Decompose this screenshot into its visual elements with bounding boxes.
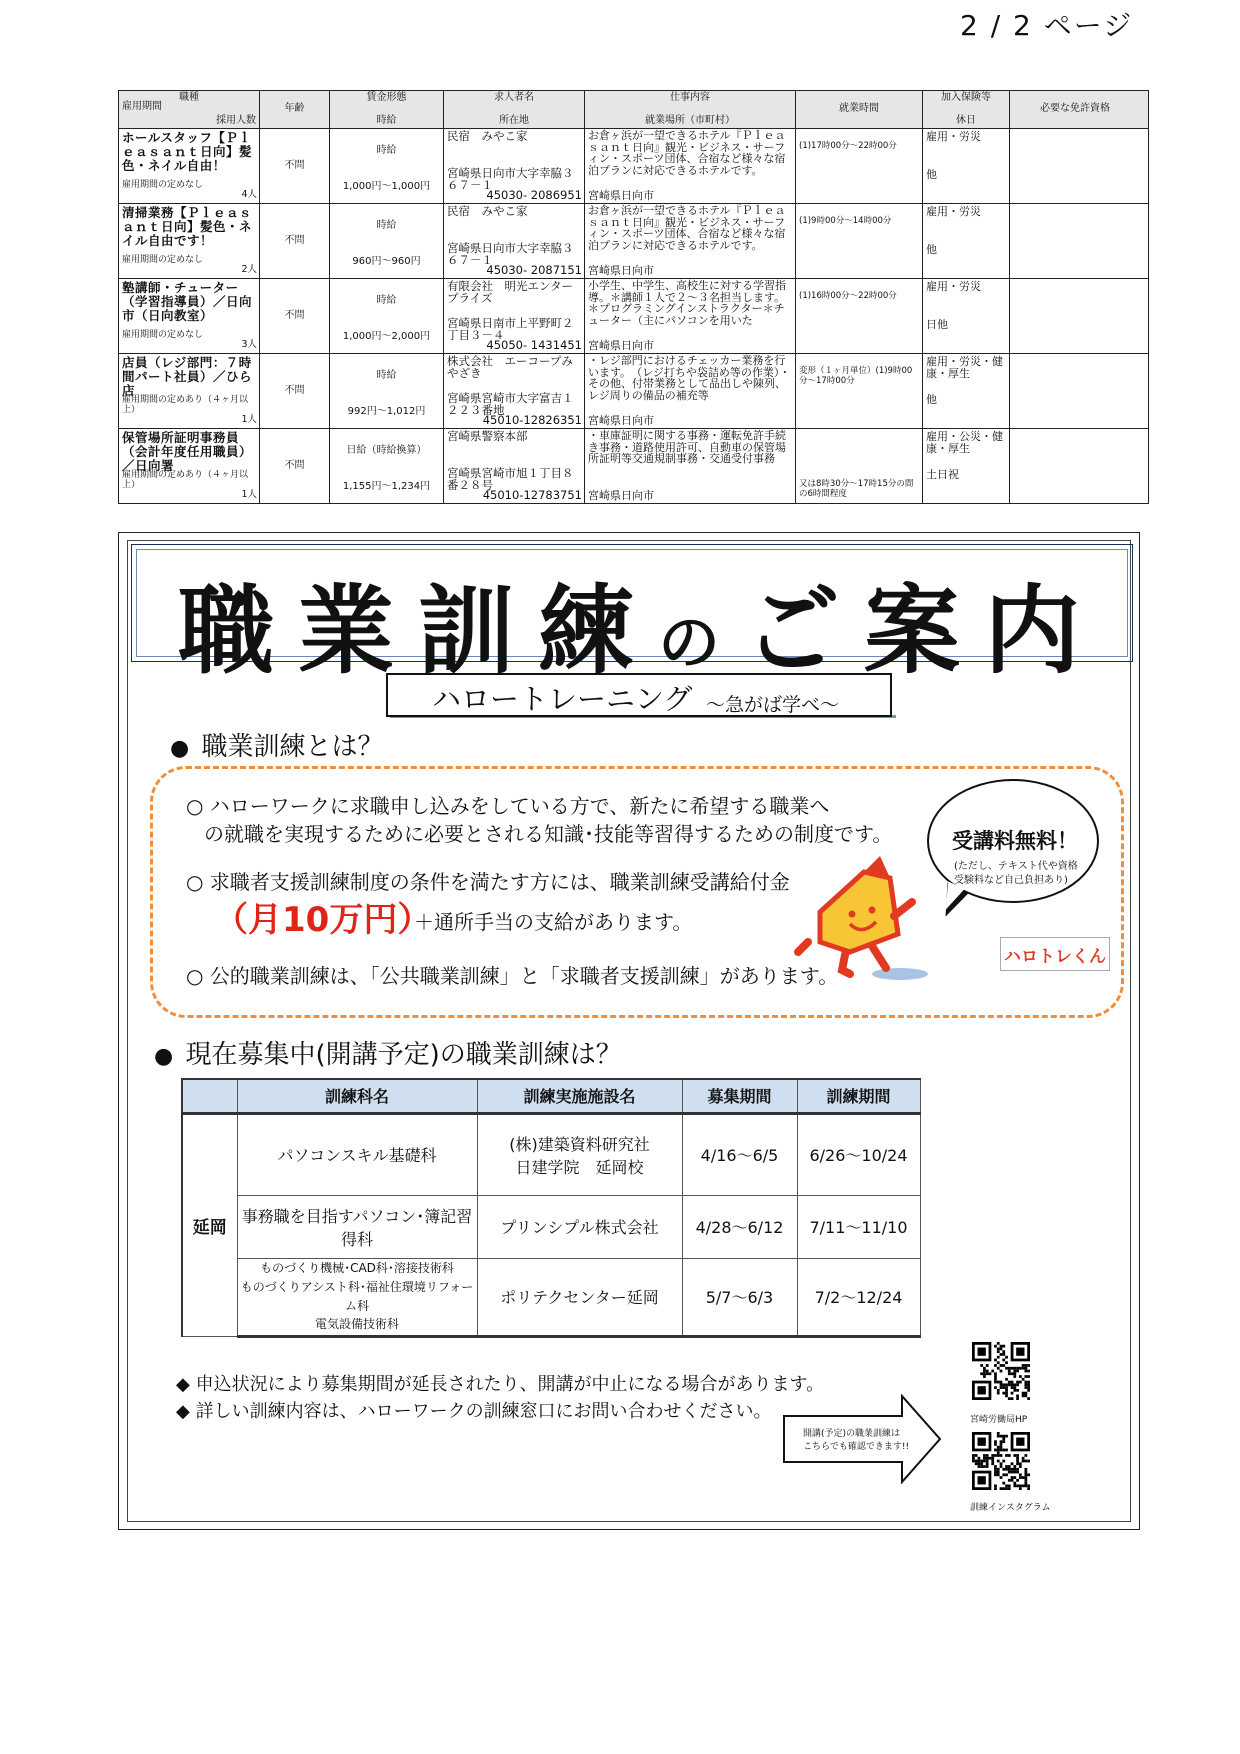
hours-cell <box>796 354 923 429</box>
employment-period: 雇用期間の定めあり（４ヶ月以上） <box>122 469 249 490</box>
facility-name: ポリテクセンター延岡 <box>477 1258 682 1336</box>
work-place: 宮崎県日向市 <box>588 339 654 353</box>
header-course-name: 訓練科名 <box>237 1079 477 1113</box>
qr-code-icon[interactable] <box>972 1432 1030 1490</box>
work-cell <box>585 204 796 279</box>
employer-address: 宮崎県日向市大字幸脇３６７－１ <box>447 166 574 193</box>
holiday: 日他 <box>926 318 948 331</box>
hire-count: 1人 <box>241 489 257 501</box>
holiday: 他 <box>926 243 937 256</box>
age-cell <box>260 204 330 279</box>
recruit-period: 4/16～6/5 <box>682 1113 797 1195</box>
holiday: 他 <box>926 168 937 181</box>
main-title: 職業訓練のご案内 <box>178 575 1105 687</box>
header-region <box>182 1079 237 1113</box>
insurance: 雇用・労災 <box>926 280 981 293</box>
wage-cell <box>330 354 444 429</box>
free-tuition-note-2: 受験料など自己負担あり) <box>954 875 1068 886</box>
work-place: 宮崎県日向市 <box>588 189 654 203</box>
hours-cell <box>796 129 923 204</box>
subtitle-slogan: ～急がば学べ～ <box>706 694 840 716</box>
job-id: 45030- 2087151 <box>486 263 582 278</box>
work-description: 小学生、中学生、高校生に対する学習指導。＊講師１人で２～３名担当します。＊プログラミングインストラクター＊チューター（主にパソコンを用いた <box>588 279 786 327</box>
course-name: パソコンスキル基礎科 <box>237 1113 477 1195</box>
employer-name: 株式会社 エーコープみやざき <box>447 354 573 381</box>
employment-period: 雇用期間の定めなし <box>122 254 204 265</box>
wage-range: 1,155円～1,234円 <box>342 480 431 492</box>
insurance-cell <box>923 204 1010 279</box>
arrow-text-2: こちらでも確認できます!! <box>803 1442 910 1452</box>
wage-cell <box>330 204 444 279</box>
course-row <box>182 1195 920 1258</box>
facility-name: (株)建築資料研究社 日建学院 延岡校 <box>477 1113 682 1195</box>
header-insurance: 加入保険等 休日 <box>923 91 1010 129</box>
bullet-icon: ● <box>154 1044 174 1069</box>
recruit-period: 4/28～6/12 <box>682 1195 797 1258</box>
benefit-amount: （月10万円） <box>214 900 432 940</box>
age: 不問 <box>284 159 305 171</box>
license-cell <box>1010 204 1149 279</box>
wage-type: 日給（時給換算） <box>346 445 427 456</box>
holiday: 他 <box>926 393 937 406</box>
wage-type: 時給 <box>376 370 397 381</box>
header-work: 仕事内容 就業場所（市町村） <box>585 91 796 129</box>
job-title: 塾講師・チューター（学習指導員）／日向市（日向教室） <box>122 280 253 323</box>
training-period: 7/11～11/10 <box>797 1195 920 1258</box>
header-job-type: 職種 雇用期間 採用人数 <box>119 91 260 129</box>
wage-range: 960円～960円 <box>352 255 421 267</box>
qr-label-hp: 宮崎労働局HP <box>970 1415 1028 1425</box>
work-place: 宮崎県日向市 <box>588 414 654 428</box>
job-title: 店員（レジ部門：７時間パート社員）／ひら店 <box>122 355 253 398</box>
hire-count: 3人 <box>241 339 257 351</box>
employer-name: 宮崎県警察本部 <box>447 429 528 443</box>
table-header-row <box>119 91 1149 129</box>
wage-range: 1,000円～1,000円 <box>342 180 431 192</box>
employment-period: 雇用期間の定めなし <box>122 329 204 340</box>
insurance: 雇用・公災・健康・厚生 <box>926 430 1003 456</box>
mascot-icon <box>790 850 930 980</box>
job-row <box>119 429 1149 504</box>
hours-cell <box>796 279 923 354</box>
free-tuition-label: 受講料無料！ <box>952 829 1078 853</box>
age-cell <box>260 429 330 504</box>
insurance: 雇用・労災・健康・厚生 <box>926 355 1003 381</box>
hire-count: 1人 <box>241 414 257 426</box>
courses-header-row <box>182 1079 920 1113</box>
wage-range: 1,000円～2,000円 <box>342 330 431 342</box>
age: 不問 <box>284 384 305 396</box>
job-title-cell <box>119 429 260 504</box>
employer-address: 宮崎県日向市大字幸脇３６７－１ <box>447 241 574 268</box>
wage-cell <box>330 279 444 354</box>
job-title-cell <box>119 279 260 354</box>
insurance-cell <box>923 354 1010 429</box>
insurance-cell <box>923 279 1010 354</box>
work-hours: (1)9時00分～14時00分 <box>799 216 892 226</box>
job-row <box>119 204 1149 279</box>
heading-what-is-training: ● 職業訓練とは？ <box>170 732 384 762</box>
job-title-cell <box>119 204 260 279</box>
job-title-cell <box>119 129 260 204</box>
job-id: 45050- 1431451 <box>486 338 582 353</box>
wage-range: 992円～1,012円 <box>347 405 426 417</box>
insurance-cell <box>923 129 1010 204</box>
work-description: ・車庫証明に関する事務・運転免許手続き事務・道路使用許可、自動車の保管場所証明等交通規制事務・交通受付事務 <box>588 429 786 466</box>
header-wage: 賃金形態 時給 <box>330 91 444 129</box>
job-title-cell <box>119 354 260 429</box>
employer-address: 宮崎県宮崎市旭１丁目８番２８号 <box>447 466 574 493</box>
job-row <box>119 354 1149 429</box>
header-license: 必要な免許資格 <box>1010 91 1149 129</box>
free-tuition-note-1: (ただし、テキスト代や資格 <box>954 861 1078 872</box>
employer-cell <box>444 204 585 279</box>
insurance: 雇用・労災 <box>926 130 981 143</box>
info-line-1a: ○ ハローワークに求職申し込みをしている方で、新たに希望する職業へ <box>186 794 830 818</box>
header-recruit-period: 募集期間 <box>682 1079 797 1113</box>
employer-cell <box>444 129 585 204</box>
wage-cell <box>330 429 444 504</box>
work-place: 宮崎県日向市 <box>588 489 654 503</box>
info-line-3: ○ 公的職業訓練は、「公共職業訓練」と「求職者支援訓練」があります。 <box>186 964 839 988</box>
qr-code-icon[interactable] <box>972 1342 1030 1400</box>
hours-cell <box>796 204 923 279</box>
region-cell: 延岡 <box>182 1113 237 1336</box>
employment-period: 雇用期間の定めあり（４ヶ月以上） <box>122 394 249 415</box>
course-row <box>182 1113 920 1195</box>
wage-type: 時給 <box>376 145 397 156</box>
note-extension: ◆ 申込状況により募集期間が延長されたり、開講が中止になる場合があります。 <box>176 1374 825 1395</box>
employment-period: 雇用期間の定めなし <box>122 179 204 190</box>
work-hours-note: 又は8時30分～17時15分の間の6時間程度 <box>799 479 914 500</box>
employer-address: 宮崎県宮崎市大字富吉１２２３番地 <box>447 391 574 418</box>
work-hours: (1)17時00分～22時00分 <box>799 141 897 151</box>
hire-count: 2人 <box>241 264 257 276</box>
job-row <box>119 129 1149 204</box>
work-description: ・レジ部門におけるチェッカー業務を行います。 （レジ打ちや袋詰め等の作業）・その他、付帯業務として品出しや陳列、レジ周りの備品の補充等 <box>588 354 791 402</box>
employer-address: 宮崎県日南市上平野町２丁目３－４ <box>447 316 574 343</box>
employer-name: 民宿 みやこ家 <box>447 129 528 143</box>
info-line-2a: ○ 求職者支援訓練制度の条件を満たす方には、職業訓練受講給付金 <box>186 870 790 894</box>
hours-cell <box>796 429 923 504</box>
employer-name: 民宿 みやこ家 <box>447 204 528 218</box>
qr-label-instagram: 訓練インスタグラム <box>970 1503 1051 1513</box>
license-cell <box>1010 429 1149 504</box>
employer-cell <box>444 279 585 354</box>
recruit-period: 5/7～6/3 <box>682 1258 797 1336</box>
holiday: 土日祝 <box>926 468 959 481</box>
facility-name: プリンシプル株式会社 <box>477 1195 682 1258</box>
header-hours: 就業時間 <box>796 91 923 129</box>
mascot-logo: ハロトレくん <box>1000 937 1110 971</box>
course-name: ものづくり機械･CAD科･溶接技術科 ものづくりアシスト科･福祉住環境リフォーム科 電気設備技術科 <box>237 1258 477 1336</box>
employer-cell <box>444 429 585 504</box>
info-line-2b: ＋通所手当の支給があります。 <box>414 910 693 934</box>
job-id: 45010-12783751 <box>482 488 582 503</box>
job-title: 清掃業務【Ｐｌｅａｓａｎｔ日向】髪色・ネイル自由です！ <box>122 205 253 248</box>
job-row <box>119 279 1149 354</box>
work-cell <box>585 129 796 204</box>
training-period: 7/2～12/24 <box>797 1258 920 1336</box>
header-facility: 訓練実施施設名 <box>477 1079 682 1113</box>
work-place: 宮崎県日向市 <box>588 264 654 278</box>
info-line-1b: の就職を実現するために必要とされる知識･技能等習得するための制度です。 <box>204 822 893 846</box>
employer-name: 有限会社 明光エンタープライズ <box>447 279 574 306</box>
insurance-cell <box>923 429 1010 504</box>
job-title: ホールスタッフ【Ｐｌｅａｓａｎｔ日向】髪色・ネイル自由！ <box>122 130 253 173</box>
insurance: 雇用・労災 <box>926 205 981 218</box>
training-period: 6/26～10/24 <box>797 1113 920 1195</box>
age-cell <box>260 129 330 204</box>
arrow-text-1: 開講(予定)の職業訓練は <box>803 1429 901 1439</box>
note-inquiry: ◆ 詳しい訓練内容は、ハローワークの訓練窓口にお問い合わせください。 <box>176 1401 772 1422</box>
work-cell <box>585 279 796 354</box>
course-row <box>182 1258 920 1336</box>
work-description: お倉ヶ浜が一望できるホテル『Ｐｌｅａｓａｎｔ日向』観光・ビジネス・サーフィン・スポーツ団体、合宿など様々な宿泊プランに対応できるホテルです。 <box>588 129 786 177</box>
job-id: 45030- 2086951 <box>486 188 582 203</box>
license-cell <box>1010 129 1149 204</box>
course-name: 事務職を目指すパソコン･簿記習得科 <box>237 1195 477 1258</box>
bullet-icon: ● <box>170 736 190 761</box>
header-training-period: 訓練期間 <box>797 1079 920 1113</box>
page-number: 2 / 2 ページ <box>960 9 1134 42</box>
job-id: 45010-12826351 <box>482 413 582 428</box>
license-cell <box>1010 354 1149 429</box>
heading-current-courses: ● 現在募集中(開講予定)の職業訓練は？ <box>154 1040 622 1070</box>
age-cell <box>260 279 330 354</box>
license-cell <box>1010 279 1149 354</box>
employer-cell <box>444 354 585 429</box>
job-listings-table <box>118 90 1149 504</box>
work-description: お倉ヶ浜が一望できるホテル『Ｐｌｅａｓａｎｔ日向』観光・ビジネス・サーフィン・スポーツ団体、合宿など様々な宿泊プランに対応できるホテルです。 <box>588 204 786 252</box>
wage-type: 時給 <box>376 295 397 306</box>
hire-count: 4人 <box>241 189 257 201</box>
age-cell <box>260 354 330 429</box>
age: 不問 <box>284 309 305 321</box>
header-employer: 求人者名 所在地 <box>444 91 585 129</box>
age: 不問 <box>284 234 305 246</box>
work-cell <box>585 429 796 504</box>
courses-table <box>181 1078 921 1338</box>
header-age: 年齢 <box>260 91 330 129</box>
subtitle: ハロートレーニング <box>432 682 693 716</box>
work-cell <box>585 354 796 429</box>
wage-cell <box>330 129 444 204</box>
wage-type: 時給 <box>376 220 397 231</box>
work-hours: (1)16時00分～22時00分 <box>799 291 897 301</box>
age: 不問 <box>284 459 305 471</box>
work-hours: 変形（１ヶ月単位）(1)9時00分～17時00分 <box>799 366 913 387</box>
job-title: 保管場所証明事務員（会計年度任用職員）／日向署 <box>122 430 253 473</box>
